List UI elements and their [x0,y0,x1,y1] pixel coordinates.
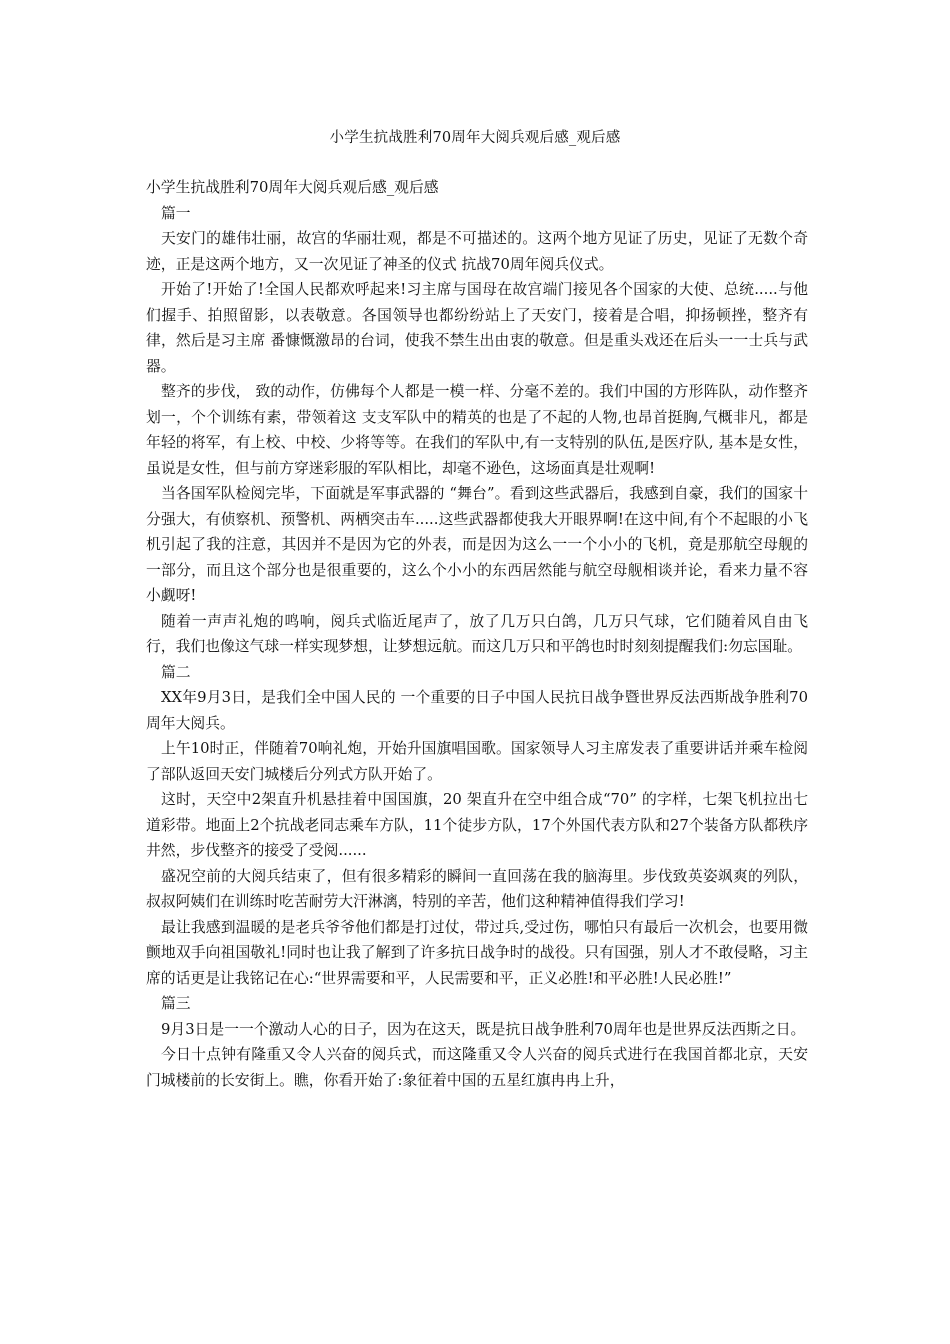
paragraph: 9月3日是一一个激动人心的日子，因为在这天，既是抗日战争胜利70周年也是世界反法西斯之日。 [161,1020,806,1038]
paragraph: XX年9月3日，是我们全中国人民的 一个重要的日子中国人民抗日战争暨世界反法西斯战争胜利70周年大阅兵。 [146,689,808,732]
section-heading: 篇三 [161,995,191,1012]
document-body [146,175,808,1093]
paragraph: 天安门的雄伟壮丽，故宫的华丽壮观，都是不可描述的。这两个地方见证了历史，见证了无数个奇迹，正是这两个地方，又一次见证了神圣的仪式 抗战70周年阅兵仪式。 [146,230,808,273]
paragraph: 盛况空前的大阅兵结束了，但有很多精彩的瞬间一直回荡在我的脑海里。步伐致英姿飒爽的列队，叔叔阿姨们在训练时吃苦耐劳大汗淋漓，特别的辛苦，他们这种精神值得我们学习! [146,867,808,910]
paragraph: 上午10时正，伴随着70响礼炮，开始升国旗唱国歌。国家领导人习主席发表了重要讲话并乘车检阅了部队返回天安门城楼后分列式方队开始了。 [146,740,808,783]
section-heading: 篇一 [161,204,191,222]
document-subtitle: 小学生抗战胜利70周年大阅兵观后感_观后感 [146,179,439,196]
document-title: 小学生抗战胜利70周年大阅兵观后感_观后感 [329,130,621,146]
paragraph: 这时，天空中2架直升机悬挂着中国国旗，20 架直升在空中组合成“70” 的字样，七架飞机拉出七道彩带。地面上2个抗战老同志乘车方队，11个徒步方队，17个外国代表方队和27个装备方队都秩序井然，步伐整齐的接受了受阅...... [146,791,808,859]
paragraph: 最让我感到温暖的是老兵爷爷他们都是打过仗，带过兵,受过伤，哪怕只有最后一次机会，也要用微颤地双手向祖国敬礼!同时也让我了解到了许多抗日战争时的战役。只有国强，别人才不敢侵略，习主席的话更是让我铭记在心:“世界需要和平，人民需要和平，正义必胜!和平必胜!人民必胜!” [146,918,808,987]
paragraph: 整齐的步伐， 致的动作，仿佛每个人都是一模一样、分毫不差的。我们中国的方形阵队，动作整齐划一，个个训练有素，带领着这 支支军队中的精英的也是了不起的人物,也昂首挺胸,气概非凡，都是年轻的将军，有上校、中校、少将等等。在我们的军队中,有一支特别的队伍,是医疗队, 基本是女性，虽说是女性，但与前方穿迷彩服的军队相比，却毫不逊色，这场面真是壮观啊! [146,383,808,477]
paragraph-list [146,201,808,1094]
paragraph: 当各国军队检阅完毕，下面就是军事武器的 “舞台”。看到这些武器后，我感到自豪，我们的国家十分强大，有侦察机、预警机、两栖突击车.....这些武器都使我大开眼界啊!在这中间,有个不起眼的小飞机引起了我的注意，其因并不是因为它的外表，而是因为这么一一个小小的飞机，竟是那航空母舰的一部分，而且这个部分也是很重要的，这么个小小的东西居然能与航空母舰相谈并论，看来力量不容小觑呀! [146,485,808,604]
paragraph: 今日十点钟有隆重又令人兴奋的阅兵式，而这隆重又令人兴奋的阅兵式进行在我国首都北京，天安门城楼前的长安街上。瞧，你看开始了:象征着中国的五星红旗冉冉上升， [146,1046,808,1089]
paragraph: 随着一声声礼炮的鸣响，阅兵式临近尾声了，放了几万只白鸽，几万只气球，它们随着风自由飞行，我们也像这气球一样实现梦想，让梦想远航。而这几万只和平鸽也时时刻刻提醒我们:勿忘国耻。 [146,612,808,655]
paragraph: 开始了!开始了!全国人民都欢呼起来!习主席与国母在故宫端门接见各个国家的大使、总统.....与他们握手、拍照留影，以表敬意。各国领导也都纷纷站上了天安门，接着是合唱，抑扬顿挫，整齐有律，然后是习主席 番慷慨激昂的台词，使我不禁生出由衷的敬意。但是重头戏还在后头一一士兵与武器。 [146,281,808,375]
section-heading: 篇二 [161,663,191,681]
